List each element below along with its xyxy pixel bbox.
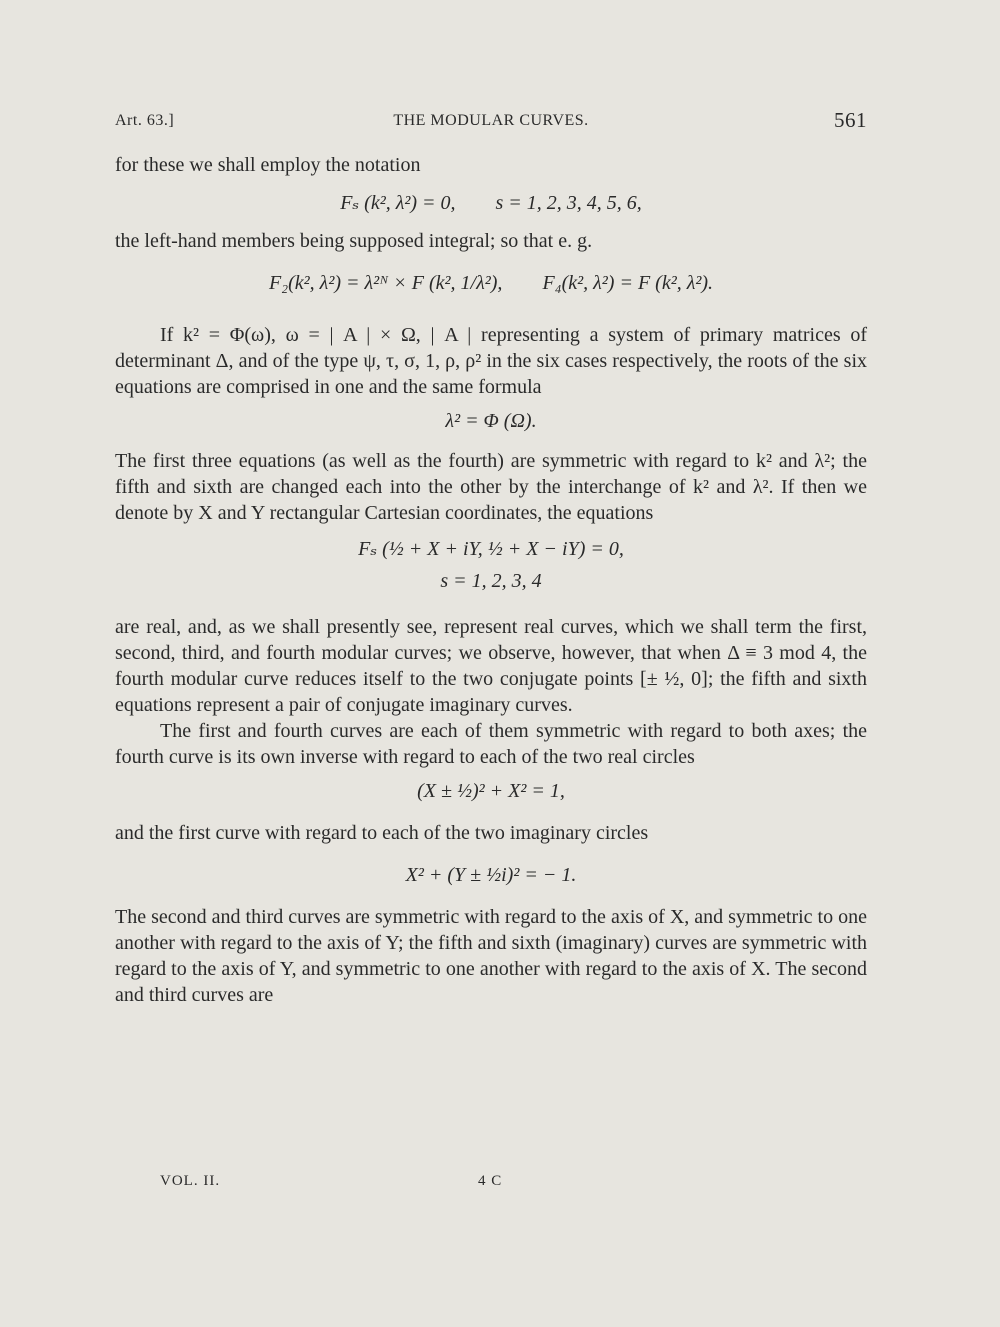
volume-label: VOL. II. xyxy=(160,1173,221,1189)
paragraph-4: The first three equations (as well as the fourth) are symmetric with regard to k² and λ²; the fifth and sixth are changed each into the other by the interchange of k² and λ². If then we denote by X and Y rectangular Cartesian coordinates, the equations xyxy=(115,450,867,524)
equation-2-right: F₄(k², λ²) = F (k², λ²). xyxy=(542,272,714,294)
signature-mark: 4 C xyxy=(478,1173,503,1189)
paragraph-6: The first and fourth curves are each of them symmetric with regard to both axes; the fourth curve is its own inverse with regard to each of the two real circles xyxy=(115,720,867,768)
equation-1 xyxy=(115,190,867,216)
equation-2-left: F₂(k², λ²) = λ²ᴺ × F (k², 1/λ²), xyxy=(268,272,503,294)
paragraph-8: The second and third curves are symmetric with regard to the axis of X, and symmetric to one another with regard to the axis of Y; the fifth and sixth (imaginary) curves are symmetric with regard to the axis of Y, and symmetric to one another with regard to the axis of X. The second and third curves are xyxy=(115,906,867,1006)
equation-1-left: Fₛ (k², λ²) = 0, xyxy=(340,192,456,214)
equation-5: s = 1, 2, 3, 4 xyxy=(440,570,542,592)
equation-2 xyxy=(115,270,867,296)
paragraph-5: are real, and, as we shall presently see, represent real curves, which we shall term the first, second, third, and fourth modular curves; we observe, however, that when Δ ≡ 3 mod 4, the fourth modular curve reduces itself to the two conjugate points [± ½, 0]; the fifth and sixth equations represent a pair of conjugate imaginary curves. xyxy=(115,616,867,716)
paragraph-3: If k² = Φ(ω), ω = | A | × Ω, | A | representing a system of primary matrices of determinant Δ, and of the type ψ, τ, σ, 1, ρ, ρ² in the six cases respectively, the roots of the six equations are comprised in one and the same formula xyxy=(115,324,867,398)
page-footer xyxy=(160,1173,680,1190)
equation-7: X² + (Y ± ½i)² = − 1. xyxy=(405,864,577,886)
page-number: 561 xyxy=(834,108,867,132)
running-title: THE MODULAR CURVES. xyxy=(393,112,589,129)
running-header xyxy=(115,108,867,138)
paragraph-1: for these we shall employ the notation xyxy=(115,154,421,176)
paragraph-7: and the first curve with regard to each of the two imaginary circles xyxy=(115,822,649,844)
equation-6: (X ± ½)² + X² = 1, xyxy=(417,780,565,802)
paragraph-2: the left-hand members being supposed integral; so that e. g. xyxy=(115,230,593,252)
equation-1-right: s = 1, 2, 3, 4, 5, 6, xyxy=(495,192,642,214)
article-reference: Art. 63.] xyxy=(115,112,175,129)
page-body xyxy=(115,152,867,1008)
equation-4: Fₛ (½ + X + iY, ½ + X − iY) = 0, xyxy=(358,538,624,560)
equation-3: λ² = Φ (Ω). xyxy=(445,410,537,432)
